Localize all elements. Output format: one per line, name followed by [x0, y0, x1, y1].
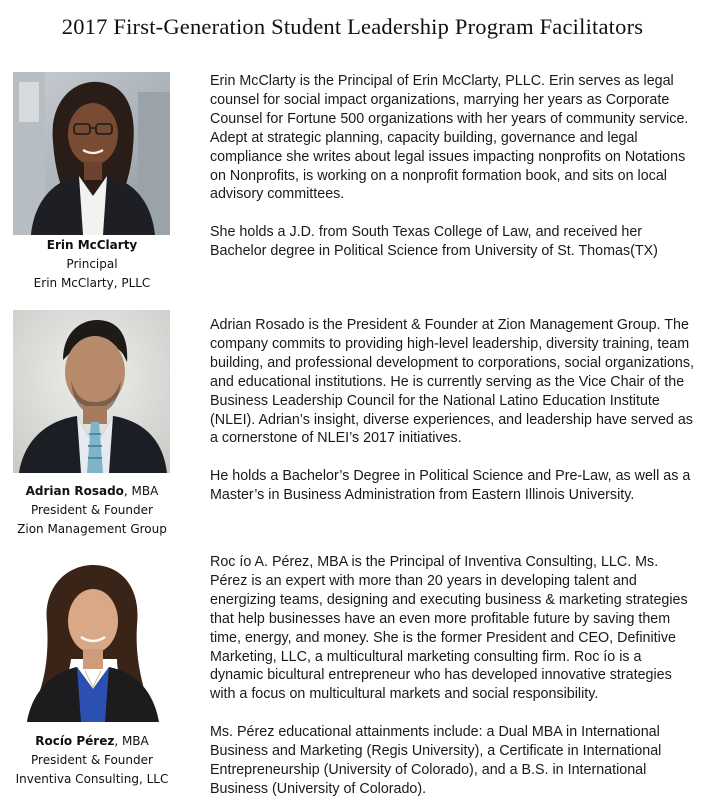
facilitator-role: Principal [66, 257, 118, 271]
bio-paragraph: Adrian Rosado is the President & Founder at Zion Management Group. The company commits to providing high-level leadership, diversity training, team building, and professional development to corporations, social organizations, and educational institutions. He is currently serving as the Vice Chair of the Business Leadership Council for the National Latino Education Institute (NLEI). Adrian’s insight, diverse experiences, and leadership have served as a cornerstone of NLEI’s 2017 initiatives. [210, 317, 695, 447]
facilitator-bio [210, 316, 696, 505]
facilitator-name-line [6, 732, 178, 751]
facilitator-credential: , MBA [114, 734, 149, 748]
facilitator-name-line [6, 482, 178, 501]
facilitator-name: Erin McClarty [46, 238, 138, 252]
bio-paragraph: Erin McClarty is the Principal of Erin McClarty, PLLC. Erin serves as legal counsel for social impact organizations, marrying her years as Corporate Counsel for Fortune 500 organizations with her years of community service. Adept at strategic planning, capacity building, governance and legal compliance she writes about legal issues impacting nonprofits on Notations on Nonprofits, is working on a nonprofit formation book, and sits on local advisory committees. [210, 73, 689, 203]
bio-paragraph: She holds a J.D. from South Texas College of Law, and received her Bachelor degree in Political Science from University of St. Thomas(TX) [210, 224, 658, 260]
facilitator-photo [13, 559, 170, 722]
facilitator-photo [13, 310, 170, 473]
facilitator-caption [6, 732, 178, 789]
facilitator-role: President & Founder [31, 503, 153, 517]
facilitator-bio [210, 553, 696, 799]
bio-paragraph: Roc ío A. Pérez, MBA is the Principal of Inventiva Consulting, LLC. Ms. Pérez is an expert with more than 20 years in developing talent and energizing teams, designing and executing business & marketing strategies that help businesses have an even more profitable future by saving them time, energy, and money. She is the former President and CEO, Definitive Marketing, LLC, a multicultural marketing consulting firm. Roc ío is a dynamic bicultural entrepreneur who has developed innovative strategies with a focus on multicultural markets and social responsibility. [210, 554, 688, 703]
page-title: 2017 First-Generation Student Leadership Program Facilitators [61, 14, 644, 39]
facilitator-role: President & Founder [31, 753, 153, 767]
facilitator-caption [6, 482, 178, 539]
facilitator-name: Adrian Rosado [25, 484, 124, 498]
facilitator-organization: Zion Management Group [17, 522, 167, 536]
facilitator-photo [13, 72, 170, 235]
facilitator-name: Rocío Pérez [35, 734, 115, 748]
facilitator-organization: Inventiva Consulting, LLC [15, 772, 169, 786]
facilitator-bio [210, 72, 696, 261]
bio-paragraph: He holds a Bachelor’s Degree in Political Science and Pre-Law, as well as a Master’s in Business Administration from Eastern Illinois University. [210, 468, 691, 504]
bio-paragraph: Ms. Pérez educational attainments include: a Dual MBA in International Business and Marketing (Regis University), a Certificate in International Entrepreneurship (University of Colorado), and a B.S. in International Business (University of Colorado). [210, 724, 662, 797]
facilitator-organization: Erin McClarty, PLLC [33, 276, 151, 290]
facilitator-name-line [6, 236, 178, 255]
facilitator-caption [6, 236, 178, 293]
facilitator-credential: , MBA [123, 484, 159, 498]
